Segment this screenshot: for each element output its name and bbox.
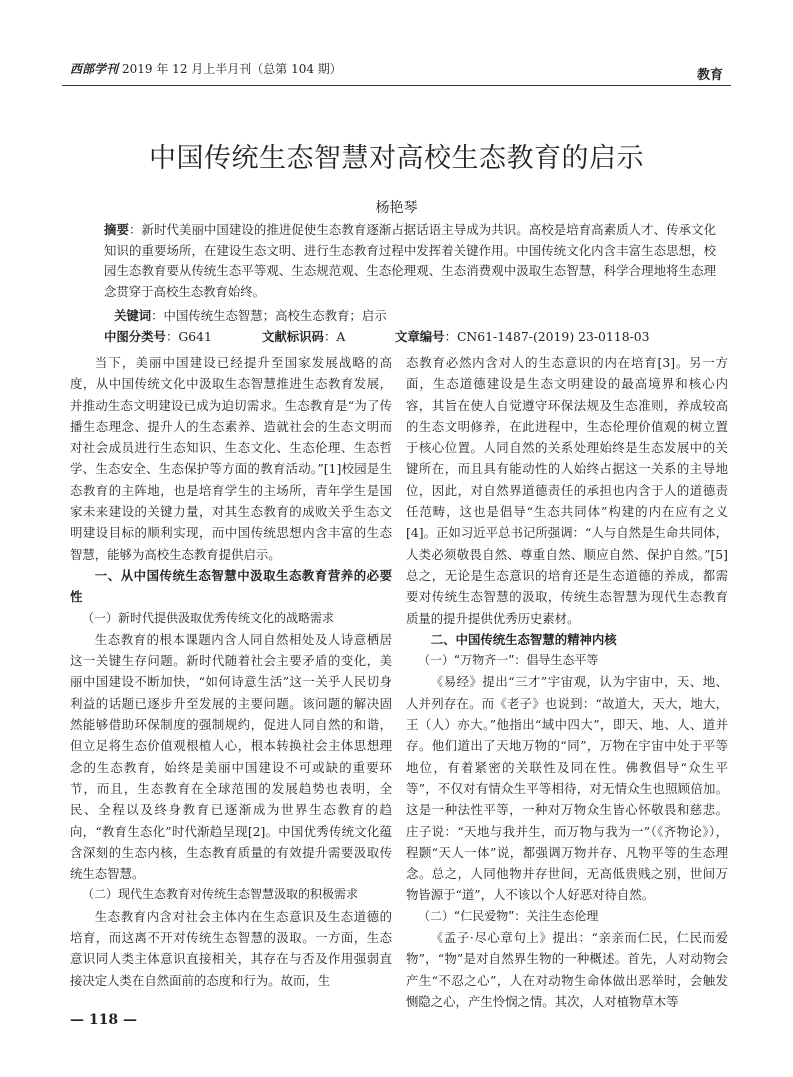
right-paragraph-3: 《孟子·尽心章句上》提出：“亲亲而仁民，仁民而爱物”，“物”是对自然界生物的一种概述。首先，人对动物会产生“不忍之心”，人在对动物生命体做出恶举时，会触发恻隐之心，产生怜悯之情。其次，人对植物草木等 bbox=[406, 930, 728, 1009]
page-number: — 118 — bbox=[70, 1012, 137, 1028]
subsection-heading-2-2: （二）“仁民爱物”：关注生态伦理 bbox=[418, 908, 599, 923]
subsection-heading-1-2: （二）现代生态教育对传统生态智慧汲取的积极需求 bbox=[82, 887, 359, 902]
clc-value: ：G641 bbox=[165, 329, 212, 344]
article-number-value: ：CN61-1487-(2019) 23-0118-03 bbox=[444, 329, 650, 344]
doc-code-value: ：A bbox=[323, 329, 346, 344]
journal-logo: 西部学刊 bbox=[70, 62, 119, 76]
subsection-heading-2-1: （一）“万物齐一”：倡导生态平等 bbox=[418, 653, 599, 668]
header-journal bbox=[70, 60, 342, 77]
keywords-label: 关键词 bbox=[114, 308, 152, 323]
right-column bbox=[406, 352, 728, 1012]
right-paragraph-1: 态教育必然内含对人的生态意识的内在培育[3]。另一方面，生态道德建设是生态文明建设的最高境界和核心内容，其旨在使人自觉遵守环保法规及生态准则，养成较高的生态文明修养，在此进程中，生态伦理价值观的树立置于核心位置。人同自然的关系处理始终是生态发展中的关键所在，而且具有能动性的人始终占据这一关系的主导地位，因此，对自然界道德责任的承担也内含于人的道德责任范畴，这也是倡导“生态共同体”构建的内在应有之义[4]。正如习近平总书记所强调：“人与自然是生命共同体，人类必须敬畏自然、尊重自然、顺应自然、保护自然。”[5]总之，无论是生态意识的培育还是生态道德的养成，都需要对传统生态智慧的汲取，传统生态智慧为现代生态教育质量的提升提供优秀历史素材。 bbox=[406, 355, 728, 626]
abstract-label: 摘要 bbox=[104, 222, 129, 237]
abstract-text: ：新时代美丽中国建设的推进促使生态教育逐渐占据话语主导成为共识。高校是培育高素质人才、传承文化知识的重要场所，在建设生态文明、进行生态教育过程中发挥着关键作用。中国传统文化内含丰富生态思想，校园生态教育要从传统生态平等观、生态规范观、生态伦理观、生态消费观中汲取生态智慧，科学合理地将生态理念贯穿于高校生态教育始终。 bbox=[104, 222, 716, 299]
left-column bbox=[70, 352, 392, 991]
clc-number bbox=[104, 327, 212, 345]
doc-code bbox=[262, 327, 345, 345]
left-paragraph-3: 生态教育内含对社会主体内在生态意识及生态道德的培育，而这离不开对传统生态智慧的汲取。一方面，生态意识同人类主体意识直接相关，其存在与否及作用强弱直接决定人类在自然面前的态度和行为。故而，生 bbox=[70, 908, 392, 988]
right-paragraph-2: 《易经》提出“三才”宇宙观，认为宇宙中，天、地、人并列存在。而《老子》也说到：“故道大，天大，地大，王（人）亦大。”他指出“域中四大”，即天、地、人、道并存。他们道出了天地万物的“同”，万物在宇宙中处于平等地位，有着紧密的关联性及同在性。佛教倡导“众生平等”，不仅对有情众生平等相待，对无情众生也照顾倍加。这是一种法性平等，一种对万物众生皆心怀敬畏和慈悲。庄子说：“天地与我并生，而万物与我为一”（《齐物论》），程颢“天人一体”说，都强调万物并存、凡物平等的生态理念。总之，人同他物并存世间，无高低贵贱之别，世间万物皆源于“道”，人不该以个人好恶对待自然。 bbox=[406, 674, 728, 903]
left-paragraph-2: 生态教育的根本课题内含人同自然相处及人诗意栖居这一关键生存问题。新时代随着社会主要矛盾的变化，美丽中国建设不断加快，“如何诗意生活”这一关乎人民切身利益的话题已逐步升至发展的主要问题。该问题的解决固然能够借助环保制度的强制规约，促进人同自然的和谐，但立足将生态价值观根植人心，根本转换社会主体思想理念的生态教育，始终是美丽中国建设不可或缺的重要环节，而且，生态教育在全球范围的发展趋势也表明，全民、全程以及终身教育已逐渐成为世界生态教育的趋向，“教育生态化”时代渐趋呈现[2]。中国优秀传统文化蕴含深刻的生态内核，生态教育质量的有效提升需要汲取传统生态智慧。 bbox=[70, 631, 392, 882]
keywords bbox=[114, 306, 387, 324]
article-number bbox=[395, 327, 650, 345]
article-title: 中国传统生态智慧对高校生态教育的启示 bbox=[149, 143, 644, 174]
abstract bbox=[104, 220, 716, 302]
left-paragraph-1: 当下，美丽中国建设已经提升至国家发展战略的高度，从中国传统文化中汲取生态智慧推进生态教育发展，并推动生态文明建设已成为迫切需求。生态教育是“为了传播生态理念、提升人的生态素养、造就社会的生态文明而对社会成员进行生态知识、生态文化、生态伦理、生态哲学、生态安全、生态保护等方面的教育活动。”[1]校园是生态教育的主阵地，也是培育学生的主场所，青年学生是国家未来建设的关键力量，对其生态教育的成败关乎生态文明建设目标的顺利实现，而中国传统思想内含丰富的生态智慧，能够为高校生态教育提供启示。 bbox=[70, 355, 392, 562]
keywords-text: ：中国传统生态智慧；高校生态教育；启示 bbox=[151, 308, 387, 323]
subsection-heading-1-1: （一）新时代提供汲取优秀传统文化的战略需求 bbox=[82, 610, 335, 625]
section-heading-2: 二、中国传统生态智慧的精神内核 bbox=[430, 631, 617, 647]
article-author: 杨艳琴 bbox=[375, 200, 418, 216]
issue-info: 2019 年 12 月上半月刊（总第 104 期） bbox=[122, 62, 342, 76]
clc-label: 中图分类号 bbox=[104, 329, 166, 344]
header-rule bbox=[62, 85, 731, 86]
doc-code-label: 文献标识码 bbox=[262, 329, 324, 344]
article-number-label: 文章编号 bbox=[395, 329, 445, 344]
section-heading-1: 一、从中国传统生态智慧中汲取生态教育营养的必要性 bbox=[70, 567, 392, 605]
header-section: 教育 bbox=[696, 68, 723, 83]
